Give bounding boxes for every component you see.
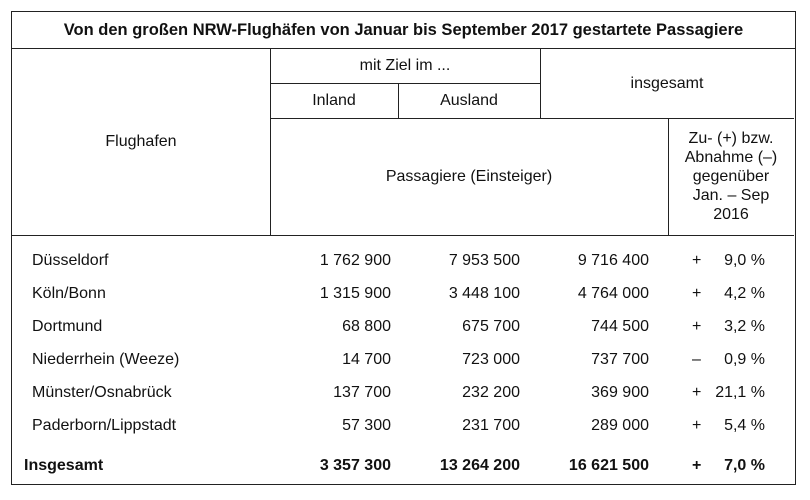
airport-name: Münster/Osnabrück — [32, 384, 172, 401]
inland-value: 137 700 — [333, 384, 391, 401]
change-sign: + — [692, 285, 702, 302]
ausland-value: 232 200 — [462, 384, 520, 401]
change-sign: – — [692, 351, 701, 368]
ausland-value: 3 448 100 — [448, 285, 520, 302]
total-value: 369 900 — [591, 384, 649, 401]
airport-name: Dortmund — [32, 318, 103, 335]
total-value: 4 764 000 — [577, 285, 649, 302]
passenger-table — [11, 11, 796, 485]
table-row — [12, 409, 794, 442]
table-row — [12, 244, 794, 277]
change-line: Zu- (+) bzw. — [688, 130, 774, 147]
total-value: 744 500 — [591, 318, 649, 335]
divider — [12, 235, 794, 236]
inland-value: 68 800 — [342, 318, 391, 335]
change-percent: 4,2 % — [724, 285, 765, 302]
change-sign: + — [692, 252, 702, 269]
header-inland: Inland — [312, 92, 356, 109]
total-value: 16 621 500 — [568, 457, 649, 474]
change-percent: 0,9 % — [724, 351, 765, 368]
total-row — [12, 449, 794, 482]
change-percent: 7,0 % — [724, 457, 765, 474]
ausland-value: 723 000 — [462, 351, 520, 368]
change-line: Abnahme (–) — [684, 149, 778, 166]
airport-name: Köln/Bonn — [32, 285, 106, 302]
airport-name: Niederrhein (Weeze) — [32, 351, 180, 368]
header-ausland: Ausland — [440, 92, 498, 109]
change-sign: + — [692, 384, 702, 401]
header-passagiere: Passagiere (Einsteiger) — [385, 168, 553, 185]
header-mit-ziel: mit Ziel im ... — [359, 57, 451, 74]
header-flughafen: Flughafen — [105, 133, 177, 150]
table-row — [12, 376, 794, 409]
change-percent: 5,4 % — [724, 417, 765, 434]
change-sign: + — [692, 417, 702, 434]
change-percent: 3,2 % — [724, 318, 765, 335]
inland-value: 1 762 900 — [319, 252, 391, 269]
ausland-value: 13 264 200 — [439, 457, 520, 474]
total-label: Insgesamt — [24, 457, 104, 474]
change-line: gegenüber — [692, 168, 770, 185]
change-line: 2016 — [713, 206, 749, 223]
inland-value: 1 315 900 — [319, 285, 391, 302]
airport-name: Paderborn/Lippstadt — [32, 417, 177, 434]
change-percent: 9,0 % — [724, 252, 765, 269]
airport-name: Düsseldorf — [32, 252, 109, 269]
inland-value: 3 357 300 — [319, 457, 391, 474]
inland-value: 14 700 — [342, 351, 391, 368]
total-value: 9 716 400 — [577, 252, 649, 269]
table-row — [12, 310, 794, 343]
change-percent: 21,1 % — [715, 384, 765, 401]
change-line: Jan. – Sep — [692, 187, 770, 204]
table-title: Von den großen NRW-Flughäfen von Januar bis September 2017 gestartete Passagiere — [12, 12, 795, 49]
ausland-value: 231 700 — [462, 417, 520, 434]
header-change — [668, 118, 794, 235]
table-row — [12, 277, 794, 310]
ausland-value: 675 700 — [462, 318, 520, 335]
ausland-value: 7 953 500 — [448, 252, 520, 269]
total-value: 737 700 — [591, 351, 649, 368]
total-value: 289 000 — [591, 417, 649, 434]
change-sign: + — [692, 457, 702, 474]
header-insgesamt: insgesamt — [630, 74, 704, 92]
inland-value: 57 300 — [342, 417, 391, 434]
table-row — [12, 343, 794, 376]
change-sign: + — [692, 318, 702, 335]
